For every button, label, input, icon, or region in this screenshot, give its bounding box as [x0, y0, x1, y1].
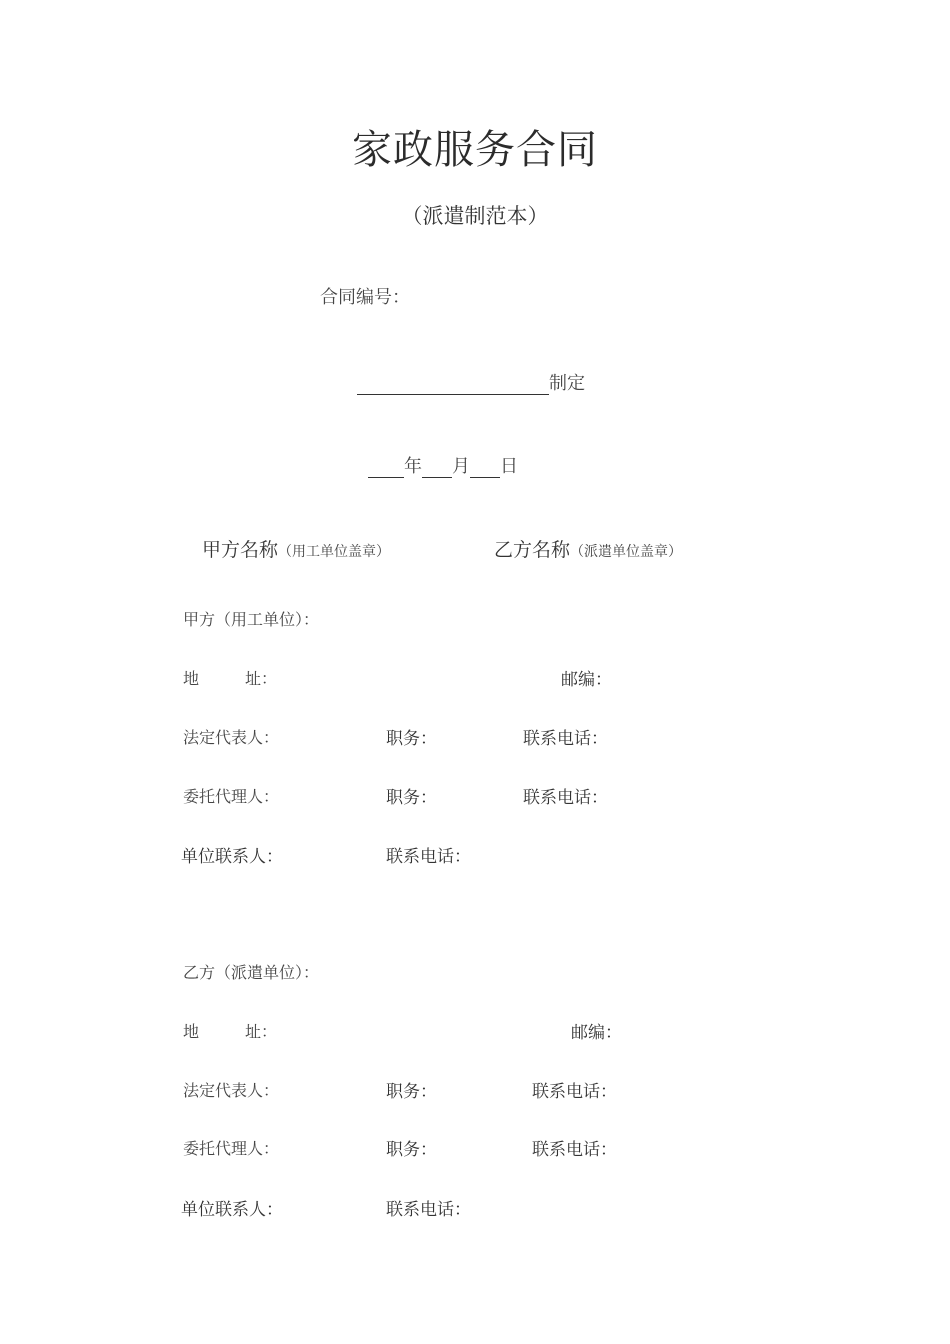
contract-number-label: 合同编号： — [320, 287, 410, 308]
party-a-contact-label: 单位联系人： — [181, 847, 283, 867]
party-a-seal — [202, 535, 390, 562]
party-b-position-label: 职务： — [386, 1082, 437, 1102]
party-a-seal-name: 甲方名称 — [202, 539, 279, 561]
party-b-address-label — [183, 1019, 277, 1042]
year-blank — [368, 459, 404, 478]
party-b-seal — [494, 535, 682, 562]
party-a-phone-label-2: 联系电话： — [523, 788, 608, 808]
date-line — [368, 452, 518, 478]
party-b-seal-name: 乙方名称 — [494, 539, 571, 561]
month-label: 月 — [452, 456, 470, 477]
party-a-address-label-2: 址： — [245, 669, 278, 688]
party-b-agent-label: 委托代理人： — [183, 1139, 280, 1158]
party-a-phone-label: 联系电话： — [523, 729, 608, 749]
party-b-address-label-2: 址： — [245, 1022, 278, 1041]
document-title: 家政服务合同 — [352, 127, 598, 173]
party-a-seal-note: （用工单位盖章） — [278, 544, 391, 560]
day-blank — [470, 459, 500, 478]
year-label: 年 — [404, 456, 422, 477]
party-b-phone-label: 联系电话： — [532, 1082, 617, 1102]
party-b-postcode-label: 邮编： — [571, 1023, 622, 1043]
party-a-postcode-label: 邮编： — [561, 670, 612, 690]
party-b-heading: 乙方（派遣单位）： — [183, 963, 320, 982]
party-b-address-label-1: 地 — [183, 1022, 200, 1041]
party-b-seal-note: （派遣单位盖章） — [570, 544, 683, 560]
party-a-contact-phone-label: 联系电话： — [386, 847, 471, 867]
party-a-position-label: 职务： — [386, 729, 437, 749]
party-a-agent-label: 委托代理人： — [183, 787, 280, 806]
party-a-position-label-2: 职务： — [386, 788, 437, 808]
day-label: 日 — [500, 456, 518, 477]
party-b-contact-label: 单位联系人： — [181, 1200, 283, 1220]
party-b-phone-label-2: 联系电话： — [532, 1140, 617, 1160]
made-by-line — [357, 369, 585, 395]
made-by-blank — [357, 374, 549, 395]
party-b-legal-rep-label: 法定代表人： — [183, 1081, 280, 1100]
party-b-position-label-2: 职务： — [386, 1140, 437, 1160]
party-a-address-label — [183, 666, 277, 689]
party-a-legal-rep-label: 法定代表人： — [183, 728, 280, 747]
party-a-address-label-1: 地 — [183, 669, 200, 688]
made-by-suffix: 制定 — [549, 373, 585, 394]
document-subtitle: （派遣制范本） — [401, 204, 549, 228]
party-a-heading: 甲方（用工单位）： — [183, 610, 320, 629]
month-blank — [422, 459, 452, 478]
party-b-contact-phone-label: 联系电话： — [386, 1200, 471, 1220]
